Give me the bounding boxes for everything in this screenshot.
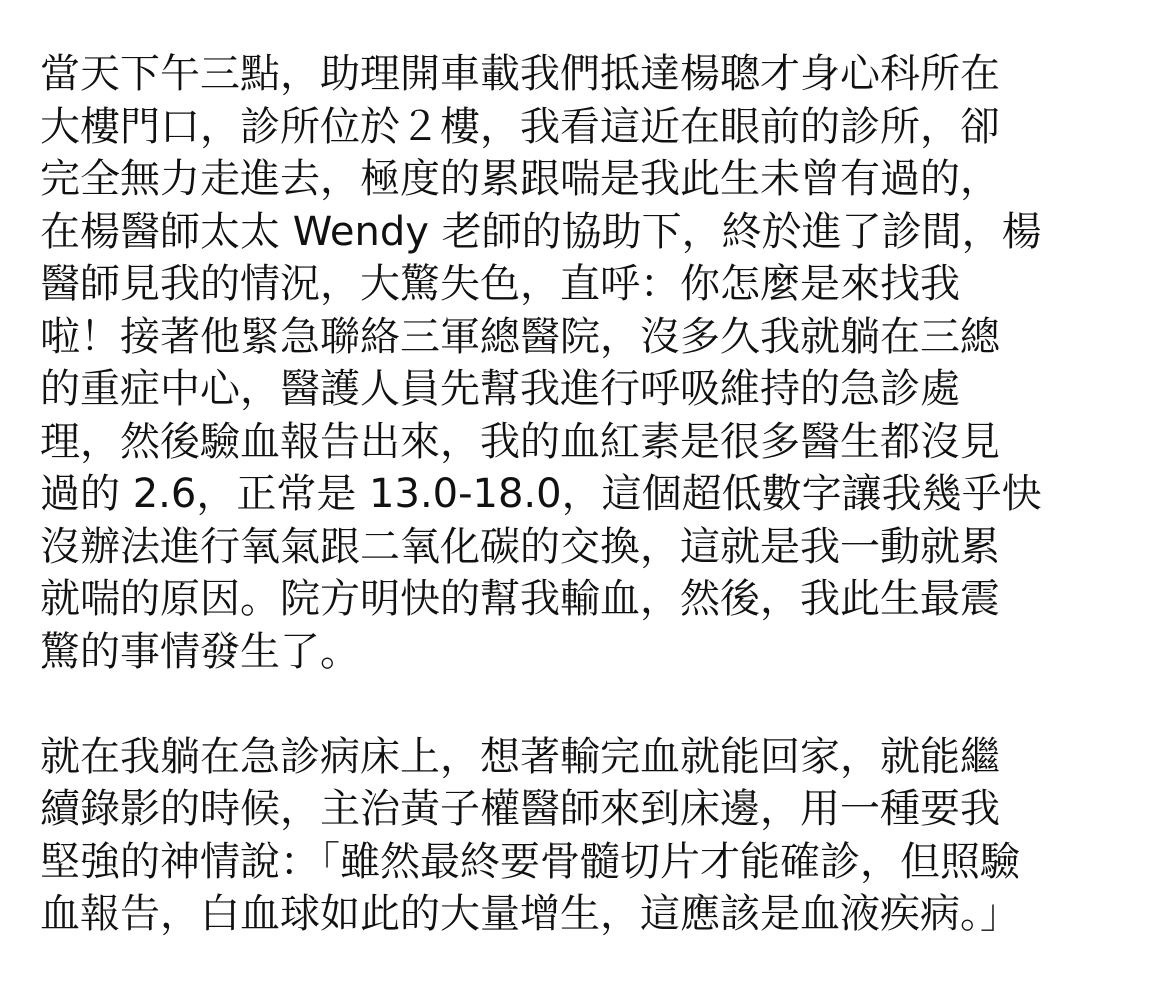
text-line: 就喘的原因。院方明快的幫我輸血，然後，我此生最震 bbox=[40, 576, 1000, 622]
text-line: 續錄影的時候，主治黃子權醫師來到床邊，用一種要我 bbox=[40, 786, 1000, 832]
paragraph-gap bbox=[40, 678, 1140, 731]
text-line: 就在我躺在急診病床上，想著輸完血就能回家，就能繼 bbox=[40, 733, 1000, 780]
text-line: 過的 2.6，正常是 13.0-18.0，這個超低數字讓我幾乎快 bbox=[40, 471, 1042, 517]
text-line: 堅強的神情說：「雖然最終要骨髓切片才能確診，但照驗 bbox=[40, 838, 1020, 885]
text-line: 沒辦法進行氧氣跟二氧化碳的交換，這就是我一動就累 bbox=[40, 523, 1000, 570]
text-line: 理，然後驗血報告出來，我的血紅素是很多醫生都沒見 bbox=[40, 418, 1000, 465]
text-line: 醫師見我的情況，大驚失色，直呼：你怎麼是來找我 bbox=[40, 261, 960, 307]
text-line: 完全無力走進去，極度的累跟喘是我此生未曾有過的， bbox=[40, 156, 1000, 202]
text-line: 驚的事情發生了。 bbox=[40, 628, 360, 675]
text-line: 啦！接著他緊急聯絡三軍總醫院，沒多久我就躺在三總 bbox=[40, 313, 1000, 360]
paragraph-1 bbox=[40, 48, 1140, 678]
article-body bbox=[40, 48, 1140, 941]
text-line: 在楊醫師太太 Wendy 老師的協助下，終於進了診間，楊 bbox=[40, 208, 1042, 255]
paragraph-2 bbox=[40, 731, 1140, 941]
text-line: 大樓門口，診所位於２樓，我看這近在眼前的診所，卻 bbox=[40, 103, 1000, 150]
text-line: 當天下午三點，助理開車載我們抵達楊聰才身心科所在 bbox=[40, 51, 1000, 97]
text-line: 的重症中心，醫護人員先幫我進行呼吸維持的急診處 bbox=[40, 366, 960, 412]
text-line: 血報告，白血球如此的大量增生，這應該是血液疾病。」 bbox=[40, 891, 1020, 937]
